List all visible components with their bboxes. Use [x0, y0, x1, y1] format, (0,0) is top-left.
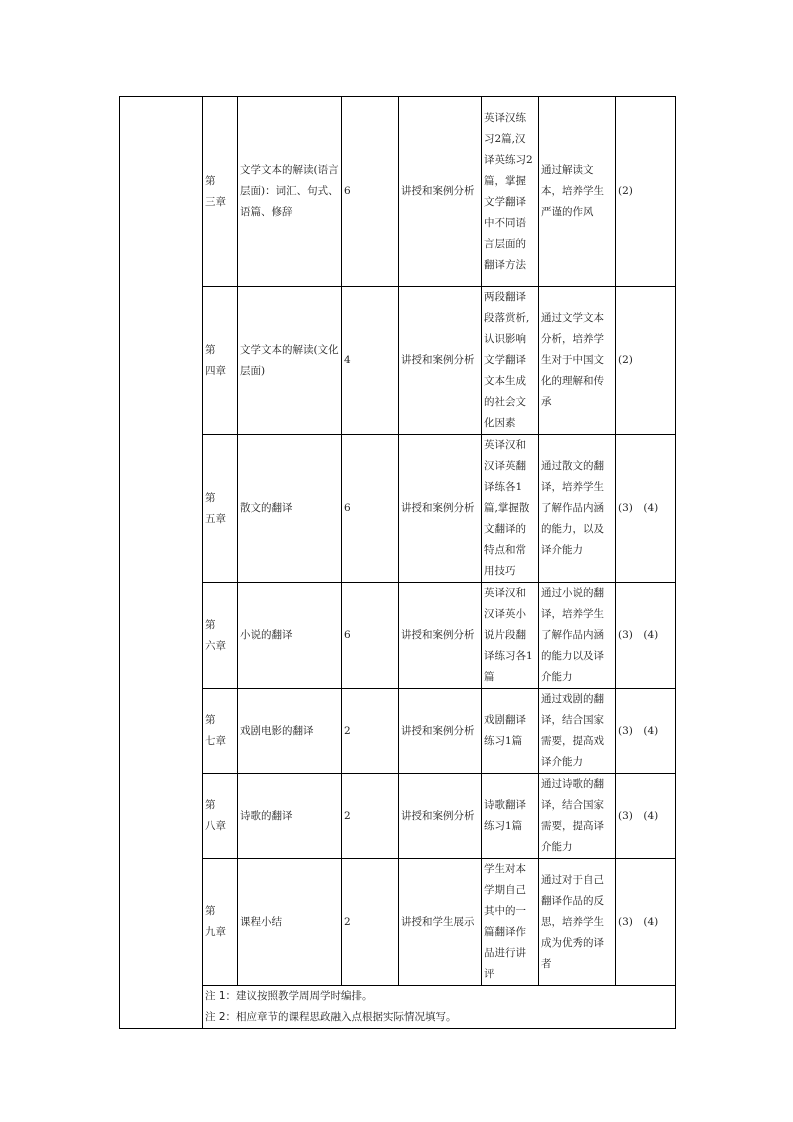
table-row — [120, 859, 676, 986]
practice-cell: 英译汉和汉译英翻译练各1篇,掌握散文翻译的特点和常用技巧 — [482, 435, 539, 583]
practice-cell: 英译汉和汉译英小说片段翻译练习各1篇 — [482, 583, 539, 689]
topic-cell: 文学文本的解读(语言层面)：词汇、句式、语篇、修辞 — [238, 97, 342, 287]
chapter-cell: 第 六章 — [203, 583, 238, 689]
hours-cell: 6 — [342, 583, 399, 689]
chapter-cell: 第 九章 — [203, 859, 238, 986]
chapter-cell: 第 四章 — [203, 287, 238, 435]
practice-cell: 学生对本学期自己其中的一篇翻译作品进行讲评 — [482, 859, 539, 986]
hours-cell: 6 — [342, 435, 399, 583]
practice-cell: 英译汉练习2篇,汉译英练习2篇，掌握文学翻译中不同语言层面的翻译方法 — [482, 97, 539, 287]
topic-cell: 散文的翻译 — [238, 435, 342, 583]
ideology-cell: 通过戏剧的翻译，结合国家需要，提高戏译介能力 — [539, 689, 616, 774]
chapter-cell: 第 五章 — [203, 435, 238, 583]
ideology-cell: 通过文学文本分析，培养学生对于中国文化的理解和传承 — [539, 287, 616, 435]
table-row — [120, 774, 676, 859]
topic-cell: 文学文本的解读(文化层面) — [238, 287, 342, 435]
hours-cell: 6 — [342, 97, 399, 287]
course-schedule-table — [119, 96, 676, 1029]
hours-cell: 2 — [342, 689, 399, 774]
hours-cell: 2 — [342, 774, 399, 859]
ideology-cell: 通过解读文本，培养学生严谨的作风 — [539, 97, 616, 287]
hours-cell: 4 — [342, 287, 399, 435]
method-cell: 讲授和案例分析 — [399, 287, 482, 435]
ideology-cell: 通过散文的翻译，培养学生了解作品内涵的能力，以及译介能力 — [539, 435, 616, 583]
chapter-cell: 第 八章 — [203, 774, 238, 859]
note-1: 注 1：建议按照教学周周学时编排。 — [205, 990, 373, 1002]
goal-cell: (3) (4) — [616, 435, 676, 583]
ideology-cell: 通过对于自己翻译作品的反思，培养学生成为优秀的译者 — [539, 859, 616, 986]
chapter-cell: 第 三章 — [203, 97, 238, 287]
practice-cell: 两段翻译段落赏析,认识影响文学翻译文本生成的社会文化因素 — [482, 287, 539, 435]
table-row — [120, 435, 676, 583]
goal-cell: (3) (4) — [616, 689, 676, 774]
left-blank-column — [120, 97, 203, 1029]
method-cell: 讲授和学生展示 — [399, 859, 482, 986]
method-cell: 讲授和案例分析 — [399, 774, 482, 859]
notes-row — [120, 986, 676, 1029]
method-cell: 讲授和案例分析 — [399, 97, 482, 287]
method-cell: 讲授和案例分析 — [399, 435, 482, 583]
table-row — [120, 583, 676, 689]
chapter-cell: 第 七章 — [203, 689, 238, 774]
practice-cell: 诗歌翻译练习1篇 — [482, 774, 539, 859]
method-cell: 讲授和案例分析 — [399, 689, 482, 774]
topic-cell: 小说的翻译 — [238, 583, 342, 689]
table-row — [120, 689, 676, 774]
table-row — [120, 287, 676, 435]
ideology-cell: 通过诗歌的翻译，结合国家需要，提高译介能力 — [539, 774, 616, 859]
goal-cell: (3) (4) — [616, 583, 676, 689]
hours-cell: 2 — [342, 859, 399, 986]
goal-cell: (3) (4) — [616, 774, 676, 859]
topic-cell: 戏剧电影的翻译 — [238, 689, 342, 774]
notes-cell — [203, 986, 676, 1029]
method-cell: 讲授和案例分析 — [399, 583, 482, 689]
ideology-cell: 通过小说的翻译，培养学生了解作品内涵的能力以及译介能力 — [539, 583, 616, 689]
topic-cell: 诗歌的翻译 — [238, 774, 342, 859]
table-row — [120, 97, 676, 287]
goal-cell: (2) — [616, 97, 676, 287]
goal-cell: (2) — [616, 287, 676, 435]
topic-cell: 课程小结 — [238, 859, 342, 986]
note-2: 注 2：相应章节的课程思政融入点根据实际情况填写。 — [205, 1011, 457, 1023]
practice-cell: 戏剧翻译练习1篇 — [482, 689, 539, 774]
goal-cell: (3) (4) — [616, 859, 676, 986]
